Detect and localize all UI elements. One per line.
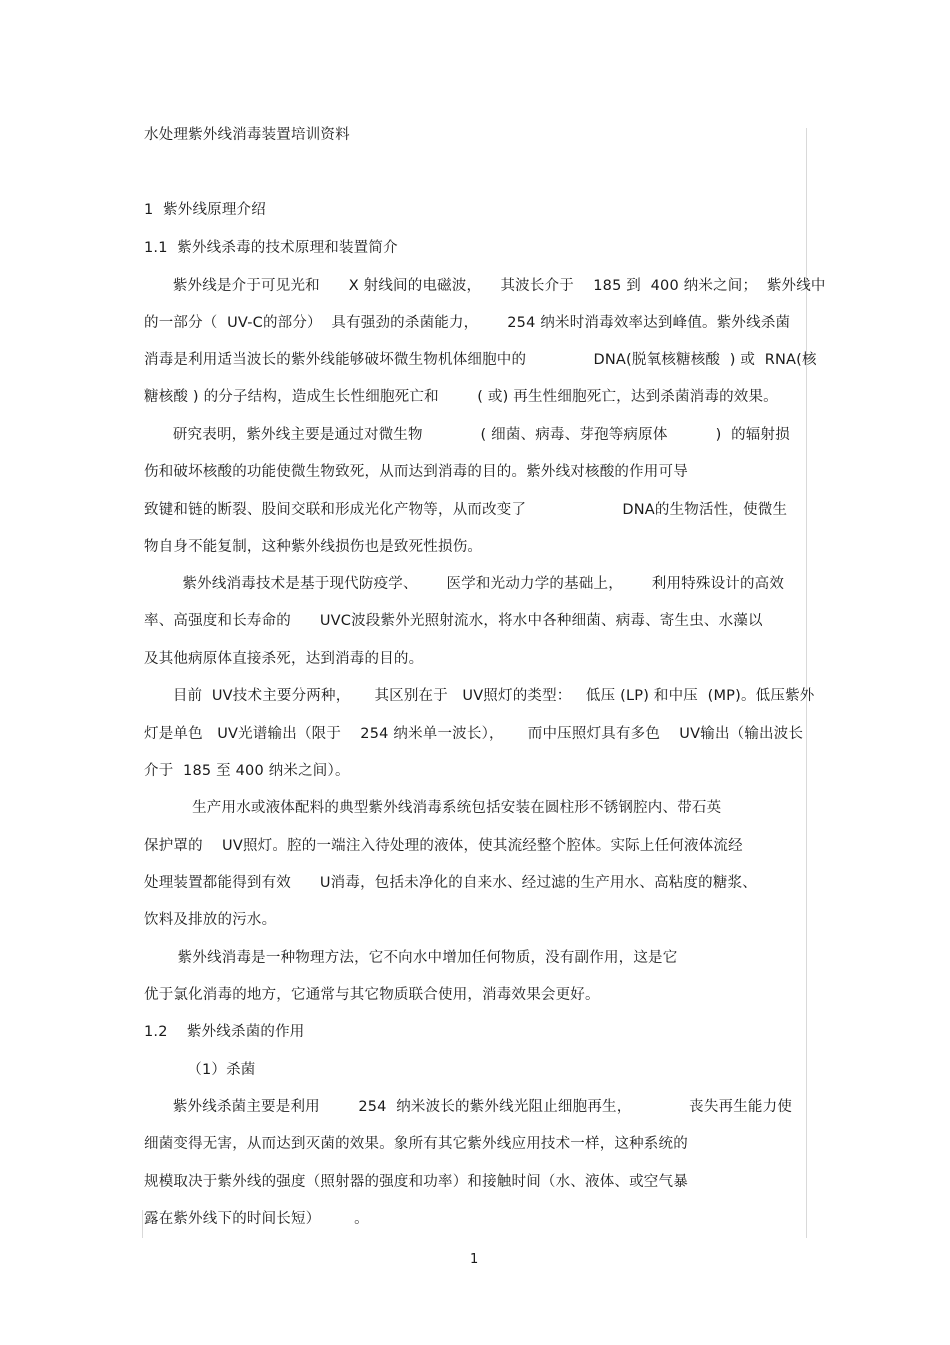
- body-line: 致键和链的断裂、股间交联和形成光化产物等，从而改变了 DNA的生物活性，使微生: [144, 502, 788, 518]
- body-line: 紫外线消毒是一种物理方法，它不向水中增加任何物质，没有副作用，这是它: [144, 950, 678, 966]
- body-line: 保护罩的 UV照灯。腔的一端注入待处理的液体，使其流经整个腔体。实际上任何液体流经: [144, 838, 743, 854]
- body-line: 饮料及排放的污水。: [144, 912, 277, 928]
- body-line: 紫外线是介于可见光和 X 射线间的电磁波， 其波长介于 185 到 400 纳米之间； 紫外线中: [144, 278, 826, 294]
- body-line: 目前 UV技术主要分两种， 其区别在于 UV照灯的类型： 低压 (LP) 和中压 (MP)。低压紫外: [144, 688, 815, 704]
- body-line: 规模取决于紫外线的强度（照射器的强度和功率）和接触时间（水、液体、或空气暴: [144, 1174, 688, 1190]
- body-line: 优于氯化消毒的地方，它通常与其它物质联合使用，消毒效果会更好。: [144, 987, 600, 1003]
- body-line: 的一部分（ UV-C的部分） 具有强劲的杀菌能力， 254 纳米时消毒效率达到峰值。紫外线杀菌: [144, 315, 791, 331]
- document-title: 水处理紫外线消毒装置培训资料: [144, 127, 350, 143]
- section-heading-1: 1 紫外线原理介绍: [144, 202, 266, 218]
- body-line: 消毒是利用适当波长的紫外线能够破坏微生物机体细胞中的 DNA(脱氧核糖核酸 ) 或 RNA(核: [144, 352, 817, 368]
- body-line: 研究表明，紫外线主要是通过对微生物 ( 细菌、病毒、芽孢等病原体 ) 的辐射损: [144, 427, 790, 443]
- body-line: 介于 185 至 400 纳米之间）。: [144, 763, 350, 779]
- subsection-heading: （1）杀菌: [144, 1062, 256, 1078]
- body-line: 伤和破坏核酸的功能使微生物致死，从而达到消毒的目的。紫外线对核酸的作用可导: [144, 464, 688, 480]
- body-line: 紫外线消毒技术是基于现代防疫学、 医学和光动力学的基础上， 利用特殊设计的高效: [144, 576, 785, 592]
- section-heading-1-1: 1.1 紫外线杀毒的技术原理和装置简介: [144, 240, 398, 256]
- page-frame-left-edge: [142, 1210, 143, 1238]
- body-line: 细菌变得无害，从而达到灭菌的效果。象所有其它紫外线应用技术一样，这种系统的: [144, 1136, 688, 1152]
- body-line: 灯是单色 UV光谱输出（限于 254 纳米单一波长）， 而中压照灯具有多色 UV输出（输出波长: [144, 726, 804, 742]
- body-line: 紫外线杀菌主要是利用 254 纳米波长的紫外线光阻止细胞再生， 丧失再生能力使: [144, 1099, 793, 1115]
- body-line: 处理装置都能得到有效 U消毒，包括未净化的自来水、经过滤的生产用水、高粘度的糖浆、: [144, 875, 757, 891]
- page-number: 1: [470, 1252, 479, 1267]
- body-line: 率、高强度和长寿命的 UVC波段紫外光照射流水，将水中各种细菌、病毒、寄生虫、水藻以: [144, 613, 763, 629]
- section-heading-1-2: 1.2 紫外线杀菌的作用: [144, 1024, 305, 1040]
- body-line: 露在紫外线下的时间长短） 。: [144, 1211, 369, 1227]
- body-line: 及其他病原体直接杀死，达到消毒的目的。: [144, 651, 424, 667]
- body-line: 糖核酸 ) 的分子结构，造成生长性细胞死亡和 ( 或) 再生性细胞死亡，达到杀菌消毒的效果。: [144, 389, 778, 405]
- body-line: 生产用水或液体配料的典型紫外线消毒系统包括安装在圆柱形不锈钢腔内、带石英: [144, 800, 722, 816]
- body-line: 物自身不能复制，这种紫外线损伤也是致死性损伤。: [144, 539, 483, 555]
